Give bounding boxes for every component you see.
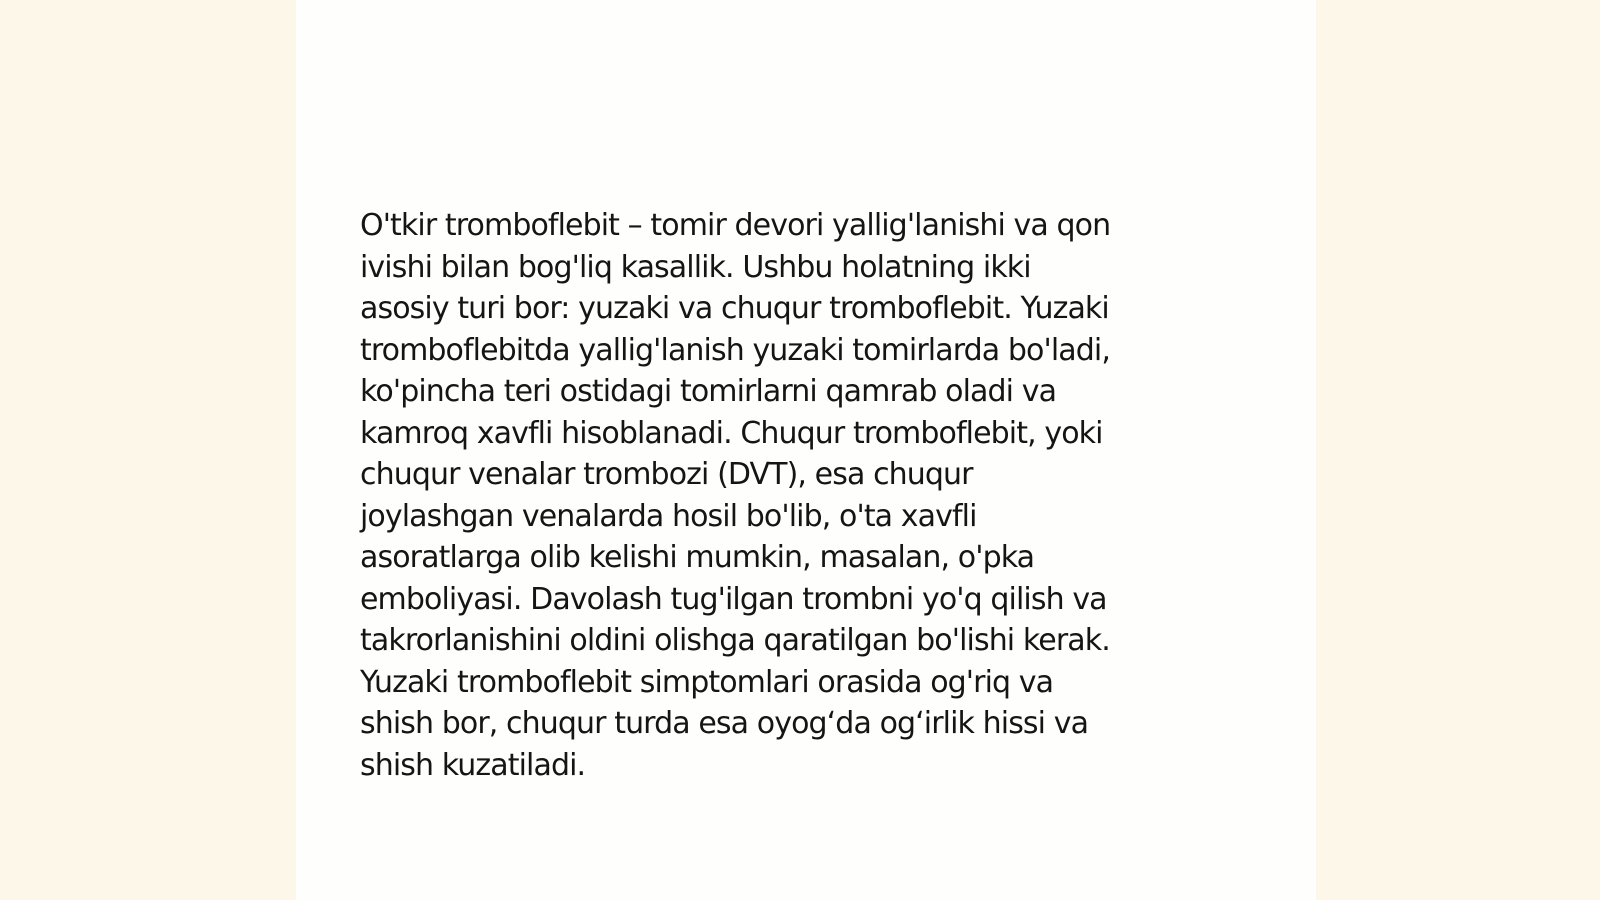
slide-page xyxy=(296,0,1316,900)
text-line: kamroq xavfli hisoblanadi. Chuqur tromboflebit, yoki xyxy=(360,415,1103,451)
text-line: shish bor, chuqur turda esa oyog‘da og‘irlik hissi va xyxy=(360,706,1089,741)
text-line: ko'pincha teri ostidagi tomirlarni qamrab oladi va xyxy=(360,374,1057,409)
text-line: chuqur venalar trombozi (DVT), esa chuqur xyxy=(360,457,973,492)
text-line: joylashgan venalarda hosil bo'lib, o'ta xavfli xyxy=(360,498,977,534)
text-line: takrorlanishini oldini olishga qaratilgan bo'lishi kerak. xyxy=(360,623,1110,658)
text-line: asosiy turi bor: yuzaki va chuqur tromboflebit. Yuzaki xyxy=(360,291,1109,326)
text-line: emboliyasi. Davolash tug'ilgan trombni yo'q qilish va xyxy=(360,581,1107,617)
text-line: ivishi bilan bog'liq kasallik. Ushbu holatning ikki xyxy=(360,249,1031,285)
text-line: Yuzaki tromboflebit simptomlari orasida og'riq va xyxy=(360,664,1054,700)
text-line: tromboflebitda yallig'lanish yuzaki tomirlarda bo'ladi, xyxy=(360,332,1110,368)
text-line: O'tkir tromboflebit – tomir devori yallig'lanishi va qon xyxy=(360,208,1111,243)
text-line: asoratlarga olib kelishi mumkin, masalan, o'pka xyxy=(360,540,1035,575)
body-paragraph xyxy=(360,205,1240,786)
text-line: shish kuzatiladi. xyxy=(360,747,586,783)
